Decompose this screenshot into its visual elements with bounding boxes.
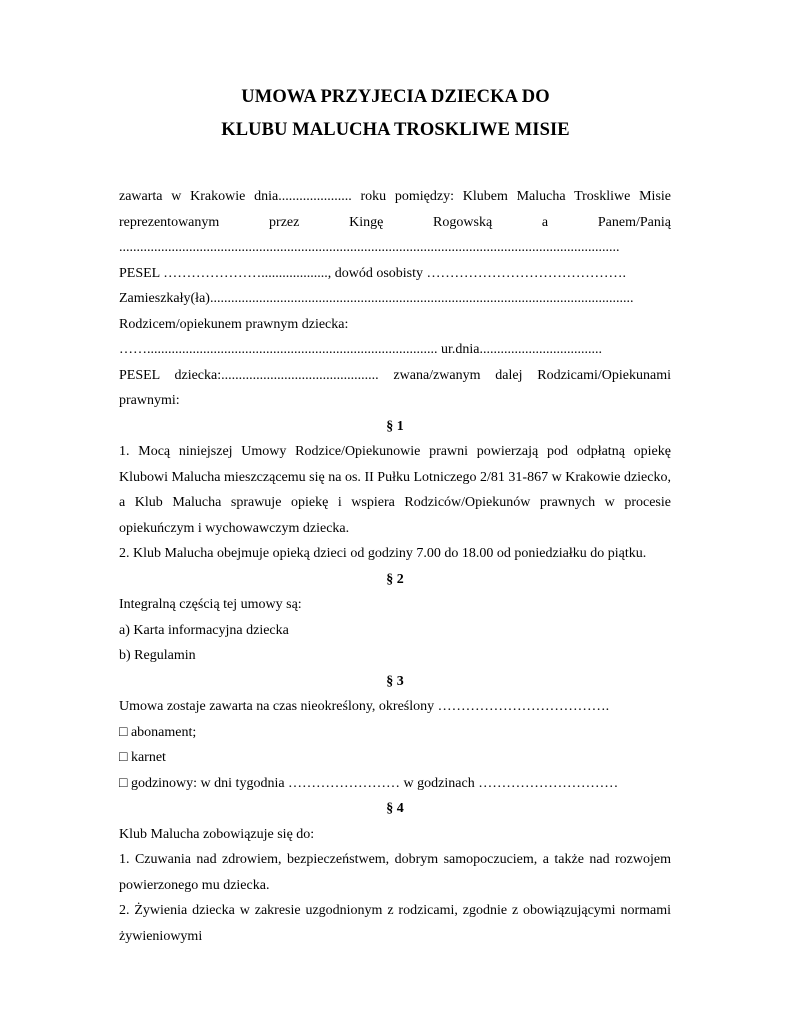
- checkbox-option-godzinowy: □ godzinowy: w dni tygodnia …………………… w godzinach …………………………: [119, 775, 619, 791]
- section-paragraph: 1. Mocą niniejszej Umowy Rodzice/Opiekunowie prawni powierzają pod odpłatną opiekę Klubowi Malucha mieszczącemu się na os. II Pułku Lotniczego 2/81 31-867 w Krakowie dziecko, a Klub Malucha sprawuje opiekę i wspiera Rodziców/Opiekunów prawnych w procesie opiekuńczym i wychowawczym dziecka.: [119, 444, 671, 536]
- section-paragraph: 2. Klub Malucha obejmuje opieką dzieci od godziny 7.00 do 18.00 od poniedziałku do piątku.: [119, 546, 647, 561]
- section-heading: § 3: [386, 673, 404, 689]
- intro-line: prawnymi:: [119, 393, 180, 408]
- section-heading: § 4: [386, 801, 404, 816]
- intro-line: ……................................................................................... ur.dnia...................................: [119, 342, 602, 357]
- checkbox-option-abonament: □ abonament;: [119, 724, 197, 740]
- intro-line: zawarta w Krakowie dnia..................... roku pomiędzy: Klubem Malucha Troskliwe Misie: [119, 189, 671, 204]
- intro-line: Rodzicem/opiekunem prawnym dziecka:: [119, 316, 349, 332]
- section-intro: Umowa zostaje zawarta na czas nieokreślony, określony ……………………………….: [119, 699, 610, 714]
- document-title-line-1: UMOWA PRZYJECIA DZIECKA DO: [241, 87, 550, 107]
- document-title-line-2: KLUBU MALUCHA TROSKLIWE MISIE: [221, 120, 570, 140]
- section-intro: Klub Malucha zobowiązuje się do:: [119, 826, 315, 842]
- intro-line: reprezentowanym przez Kingę Rogowską a Panem/Panią: [119, 214, 671, 230]
- intro-line: PESEL …………………..................., dowód osobisty …………………………………….: [119, 265, 626, 281]
- intro-line: ...............................................................................................................................................: [119, 240, 620, 255]
- section-paragraph: 2. Żywienia dziecka w zakresie uzgodnionym z rodzicami, zgodnie z obowiązującymi normami żywieniowymi: [119, 903, 671, 944]
- section-heading: § 2: [386, 571, 404, 587]
- list-item: a) Karta informacyjna dziecka: [119, 622, 289, 638]
- section-heading: § 1: [386, 418, 404, 434]
- intro-line: PESEL dziecka:............................................. zwana/zwanym dalej Rodzicami/Opiekunami: [119, 367, 671, 383]
- section-paragraph: 1. Czuwania nad zdrowiem, bezpieczeństwem, dobrym samopoczuciem, a także nad rozwojem powierzonego mu dziecka.: [119, 852, 671, 893]
- section-intro: Integralną częścią tej umowy są:: [119, 597, 302, 612]
- document-body: [119, 184, 671, 949]
- checkbox-option-karnet: □ karnet: [119, 750, 166, 765]
- intro-line: Zamieszkały(ła).........................................................................................................................: [119, 291, 634, 306]
- list-item: b) Regulamin: [119, 648, 196, 663]
